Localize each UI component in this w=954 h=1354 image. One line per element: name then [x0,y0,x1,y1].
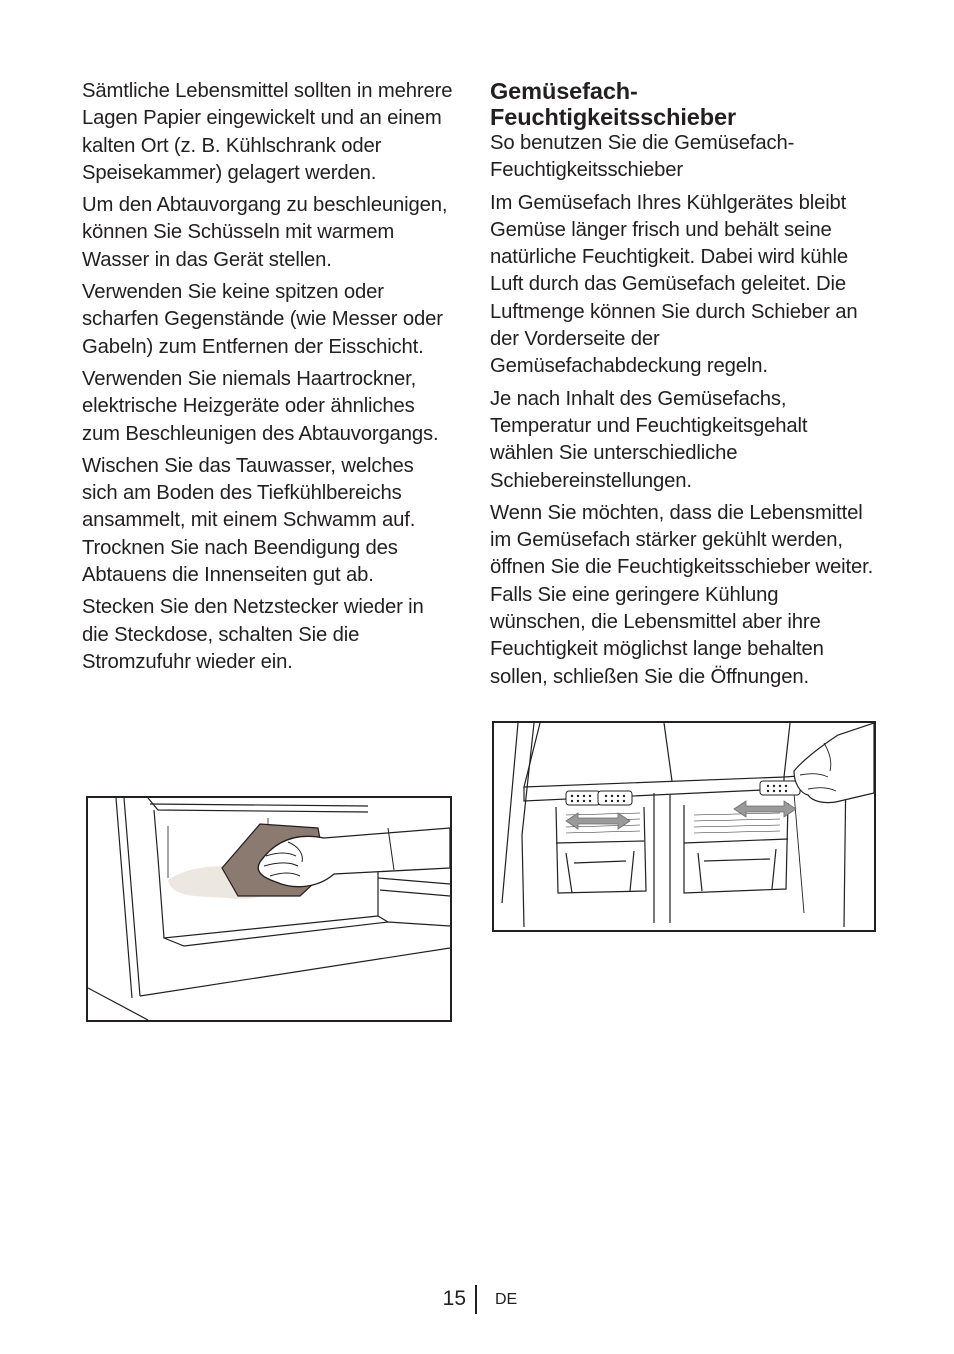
paragraph-warm-water: Um den Abtauvorgang zu beschleunigen, können Sie Schüsseln mit warmem Wasser in das Gerät stellen. [82,194,448,271]
illustration-humidity-sliders [492,721,876,932]
illustration-wiping-freezer [86,796,452,1022]
wiping-freezer-drawing [88,798,450,1020]
paragraph-crisper-function: Im Gemüsefach Ihres Kühlgerätes bleibt Gemüse länger frisch und behält seine natürliche Feuchtigkeit. Dabei wird kühle Luft durch das Gemüsefach geleitet. Die Luftmenge können Sie durch Schieber an der Vorderseite der Gemüsefachabdeckung regeln. [490,191,858,378]
paragraph-how-to-use: So benutzen Sie die Gemüsefach-Feuchtigkeitsschieber [490,132,795,182]
page-footer [0,1285,954,1315]
humidity-sliders-drawing [494,723,874,930]
language-code: DE [495,1291,518,1308]
footer-divider [475,1285,477,1314]
paragraph-reconnect-power: Stecken Sie den Netzstecker wieder in die Steckdose, schalten Sie die Stromzufuhr wieder ein. [82,596,424,673]
left-column [82,78,454,681]
paragraph-no-hairdryer: Verwenden Sie niemals Haartrockner, elektrische Heizgeräte oder ähnliches zum Beschleunigen des Abtauvorgangs. [82,367,439,445]
right-column [490,78,874,696]
paragraph-wrap-food: Sämtliche Lebensmittel sollten in mehrere Lagen Papier eingewickelt und an einem kalten Ort (z. B. Kühlschrank oder Speisekammer) gelagert werden. [82,80,453,184]
paragraph-open-close-sliders: Wenn Sie möchten, dass die Lebensmittel im Gemüsefach stärker gekühlt werden, öffnen Sie die Feuchtigkeitsschieber weiter. Falls Sie eine geringere Kühlung wünschen, die Lebensmittel aber ihre Feuchtigkeit möglichst lange behalten sollen, schließen Sie die Öffnungen. [490,501,874,688]
paragraph-wipe-water: Wischen Sie das Tauwasser, welches sich am Boden des Tiefkühlbereichs ansammelt, mit einem Schwamm auf. Trocknen Sie nach Beendigung des Abtauens die Innenseiten gut ab. [82,454,416,587]
paragraph-slider-settings: Je nach Inhalt des Gemüsefachs, Temperatur und Feuchtigkeitsgehalt wählen Sie unterschiedliche Schiebereinstellungen. [490,387,808,492]
paragraph-no-sharp-objects: Verwenden Sie keine spitzen oder scharfen Gegenstände (wie Messer oder Gabeln) zum Entfernen der Eisschicht. [82,281,443,358]
section-heading: Gemüsefach-Feuchtigkeitsschieber [490,78,737,130]
page-number: 15 [442,1287,466,1310]
